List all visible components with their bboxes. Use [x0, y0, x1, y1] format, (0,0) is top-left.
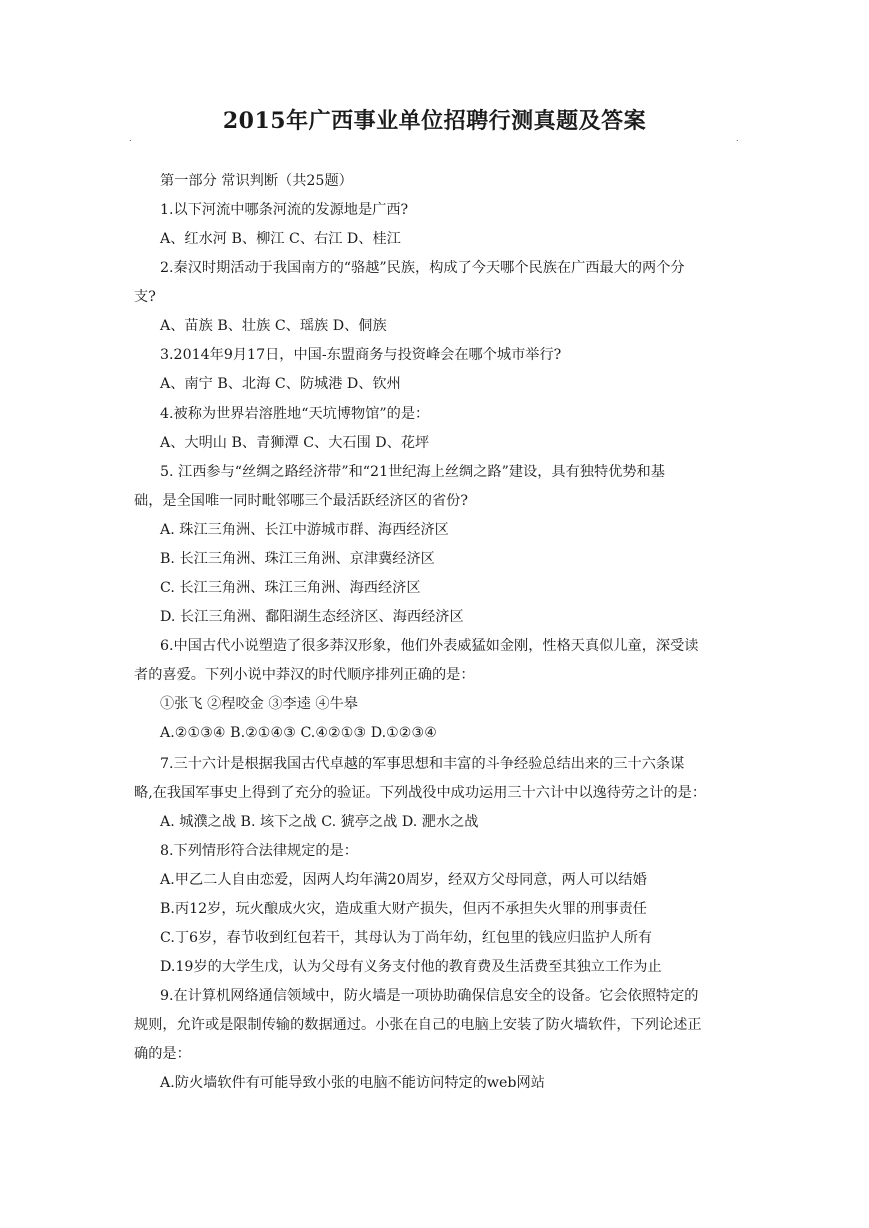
question-5: 5. 江西参与“丝绸之路经济带”和“21世纪海上丝绸之路”建设，具有独特优势和基 — [160, 464, 665, 480]
question-1: 1.以下河流中哪条河流的发源地是广西? — [160, 202, 409, 218]
question-5-cont: 础，是全国唯一同时毗邻哪三个最活跃经济区的省份? — [134, 493, 468, 509]
question-9: 9.在计算机网络通信领域中，防火墙是一项协助确保信息安全的设备。它会依照特定的 — [160, 988, 699, 1004]
question-5-option-a: A. 珠江三角洲、长江中游城市群、海西经济区 — [160, 522, 449, 538]
question-6-cont: 者的喜爱。下列小说中莽汉的时代顺序排列正确的是： — [134, 667, 475, 683]
question-8-option-b: B.丙12岁，玩火酿成火灾，造成重大财产损失，但丙不承担失火罪的刑事责任 — [160, 901, 647, 917]
question-9-cont-2: 确的是： — [134, 1046, 191, 1062]
question-7: 7.三十六计是根据我国古代卓越的军事思想和丰富的斗争经验总结出来的三十六条谋 — [160, 756, 685, 772]
question-6: 6.中国古代小说塑造了很多莽汉形象，他们外表威猛如金刚，性格天真似儿童，深受读 — [160, 638, 699, 654]
question-4: 4.被称为世界岩溶胜地“天坑博物馆”的是： — [160, 406, 430, 422]
question-2: 2.秦汉时期活动于我国南方的“骆越”民族，构成了今天哪个民族在广西最大的两个分 — [160, 260, 685, 276]
question-8-option-d: D.19岁的大学生戊，认为父母有义务支付他的教育费及生活费至其独立工作为止 — [160, 959, 662, 975]
section-heading: 第一部分 常识判断（共25题） — [160, 173, 353, 189]
question-3: 3.2014年9月17日，中国-东盟商务与投资峰会在哪个城市举行? — [160, 347, 562, 363]
question-1-options: A、红水河 B、柳江 C、右江 D、桂江 — [160, 231, 401, 247]
corner-mark-left: . — [129, 134, 132, 143]
question-9-cont-1: 规则，允许或是限制传输的数据通过。小张在自己的电脑上安装了防火墙软件，下列论述正 — [134, 1017, 702, 1033]
question-6-options: A.②①③④ B.②①④③ C.④②①③ D.①②③④ — [160, 725, 437, 741]
question-2-cont: 支? — [134, 289, 156, 305]
question-8-option-a: A.甲乙二人自由恋爱，因两人均年满20周岁，经双方父母同意，两人可以结婚 — [160, 872, 647, 888]
question-5-option-c: C. 长江三角洲、珠江三角洲、海西经济区 — [160, 580, 421, 596]
corner-mark-right: . — [736, 134, 739, 143]
question-6-items: ①张飞 ②程咬金 ③李逵 ④牛皋 — [160, 696, 358, 712]
question-7-options: A. 城濮之战 B. 垓下之战 C. 猇亭之战 D. 淝水之战 — [160, 814, 479, 830]
question-7-cont: 略,在我国军事史上得到了充分的验证。下列战役中成功运用三十六计中以逸待劳之计的是： — [134, 785, 707, 801]
question-9-option-a: A.防火墙软件有可能导致小张的电脑不能访问特定的web网站 — [160, 1075, 545, 1091]
question-8-option-c: C.丁6岁，春节收到红包若干，其母认为丁尚年幼，红包里的钱应归监护人所有 — [160, 930, 653, 946]
question-5-option-b: B. 长江三角洲、珠江三角洲、京津冀经济区 — [160, 551, 435, 567]
question-3-options: A、南宁 B、北海 C、防城港 D、钦州 — [160, 376, 401, 392]
question-2-options: A、苗族 B、壮族 C、瑶族 D、侗族 — [160, 318, 387, 334]
question-5-option-d: D. 长江三角洲、鄱阳湖生态经济区、海西经济区 — [160, 609, 464, 625]
page-title: 2015年广西事业单位招聘行测真题及答案 — [222, 108, 647, 134]
question-8: 8.下列情形符合法律规定的是： — [160, 843, 358, 859]
question-4-options: A、大明山 B、青狮潭 C、大石围 D、花坪 — [160, 435, 430, 451]
